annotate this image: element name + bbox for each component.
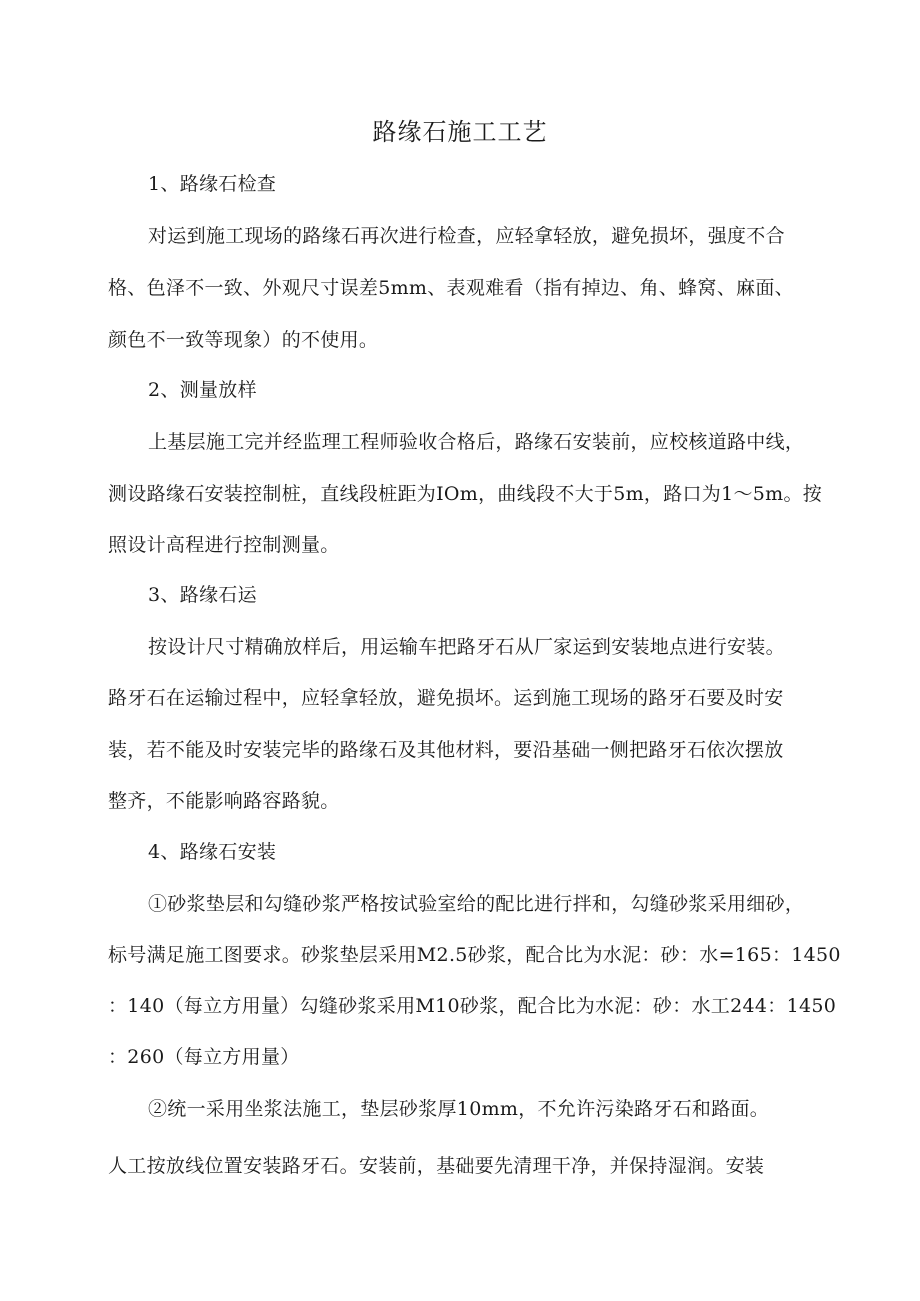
paragraph-line: 装，若不能及时安装完毕的路缘石及其他材料，要沿基础一侧把路牙石依次摆放 bbox=[108, 739, 784, 761]
section-heading-installation: 4、路缘石安装 bbox=[148, 841, 277, 863]
paragraph-line: 按设计尺寸精确放样后，用运输车把路牙石从厂家运到安装地点进行安装。 bbox=[148, 636, 785, 658]
paragraph-line: ①砂浆垫层和勾缝砂浆严格按试验室给的配比进行拌和，勾缝砂浆采用细砂， bbox=[148, 893, 805, 915]
paragraph-line: 路牙石在运输过程中，应轻拿轻放，避免损坏。运到施工现场的路牙石要及时安 bbox=[108, 687, 784, 709]
section-heading-surveying: 2、测量放样 bbox=[148, 379, 257, 401]
section-heading-transport: 3、路缘石运 bbox=[148, 584, 257, 606]
paragraph-line: 上基层施工完并经监理工程师验收合格后，路缘石安装前，应校核道路中线， bbox=[148, 431, 805, 453]
paragraph-line: ：260（每立方用量） bbox=[108, 1046, 300, 1068]
paragraph-line: 测设路缘石安装控制桩，直线段桩距为IOm，曲线段不大于5m，路口为1～5m。按 bbox=[108, 483, 823, 505]
paragraph-line: 整齐，不能影响路容路貌。 bbox=[108, 790, 340, 812]
paragraph-line: 标号满足施工图要求。砂浆垫层采用M2.5砂浆，配合比为水泥：砂：水=165：1450 bbox=[108, 944, 841, 966]
page-title: 路缘石施工工艺 bbox=[372, 118, 548, 146]
paragraph-line: ：140（每立方用量）勾缝砂浆采用M10砂浆，配合比为水泥：砂：水工244：1450 bbox=[108, 995, 837, 1017]
paragraph-line: 照设计高程进行控制测量。 bbox=[108, 534, 340, 556]
paragraph-line: 颜色不一致等现象）的不使用。 bbox=[108, 329, 379, 351]
paragraph-line: ②统一采用坐浆法施工，垫层砂浆厚10mm，不允许污染路牙石和路面。 bbox=[148, 1098, 770, 1120]
section-heading-inspection: 1、路缘石检查 bbox=[148, 173, 277, 195]
paragraph-line: 格、色泽不一致、外观尺寸误差5mm、表观难看（指有掉边、角、蜂窝、麻面、 bbox=[108, 277, 794, 299]
paragraph-line: 对运到施工现场的路缘石再次进行检查，应轻拿轻放，避免损坏，强度不合 bbox=[148, 225, 785, 247]
paragraph-line: 人工按放线位置安装路牙石。安装前，基础要先清理干净，并保持湿润。安装 bbox=[108, 1155, 765, 1177]
